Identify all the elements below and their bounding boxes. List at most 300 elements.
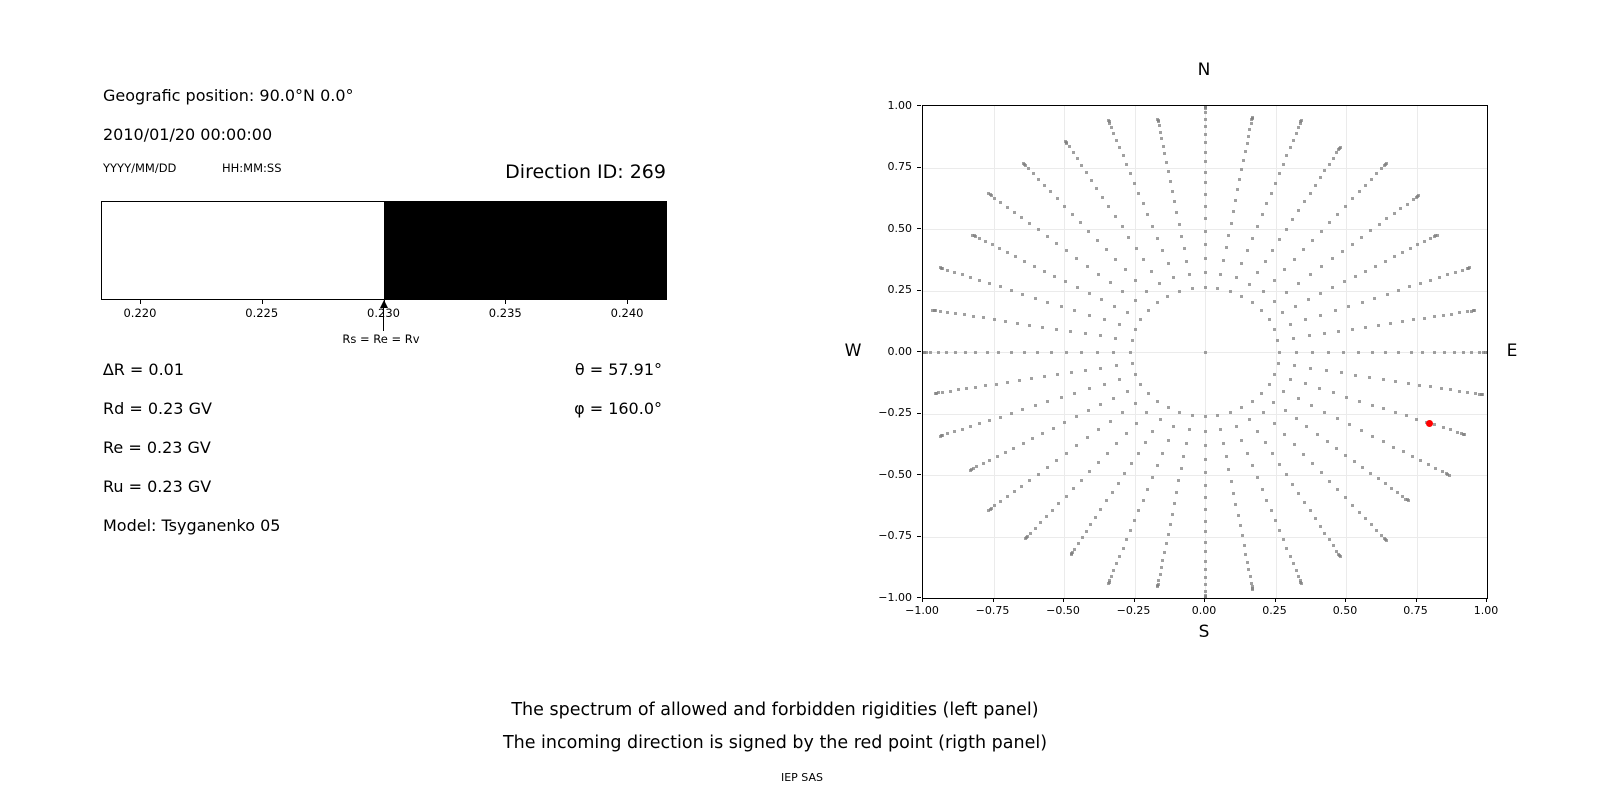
direction-dot	[1090, 179, 1093, 182]
direction-dot	[1028, 479, 1031, 482]
direction-dot	[1351, 197, 1354, 200]
direction-dot	[1103, 318, 1106, 321]
direction-dot	[1020, 485, 1023, 488]
direction-dot	[1383, 537, 1386, 540]
direction-dot	[1204, 568, 1207, 571]
direction-dot	[1343, 280, 1346, 283]
direction-dot	[1096, 239, 1099, 242]
direction-dot	[1386, 293, 1389, 296]
direction-dot	[1282, 163, 1285, 166]
direction-dot	[1023, 260, 1026, 263]
spectrum-axis-tick-label: 0.240	[610, 306, 644, 320]
direction-dot	[1251, 400, 1254, 403]
direction-dot	[1112, 397, 1115, 400]
direction-dot	[1278, 172, 1281, 175]
direction-dot	[1037, 228, 1040, 231]
direction-dot	[1328, 538, 1331, 541]
direction-dot	[972, 467, 975, 470]
direction-dot	[982, 316, 985, 319]
direction-dot	[1370, 523, 1373, 526]
direction-dot	[1125, 432, 1128, 435]
direction-dot	[941, 391, 944, 394]
direction-dot	[1158, 124, 1161, 127]
direction-dot	[1345, 396, 1348, 399]
direction-dot	[1292, 562, 1295, 565]
credit-text: IEP SAS	[780, 771, 824, 784]
direction-dot	[1043, 375, 1046, 378]
direction-dot	[999, 201, 1002, 204]
direction-dot	[1133, 519, 1136, 522]
direction-dot	[1309, 273, 1312, 276]
direction-dot	[1021, 293, 1024, 296]
direction-dot	[1219, 428, 1222, 431]
direction-dot	[1204, 471, 1207, 474]
compass-north-label: N	[1197, 60, 1211, 80]
direction-dot	[1173, 502, 1176, 505]
direction-dot	[1433, 315, 1436, 318]
direction-dot	[1111, 491, 1114, 494]
direction-dot	[1309, 192, 1312, 195]
direction-dot	[954, 351, 957, 354]
direction-dot	[1358, 400, 1361, 403]
direction-dot	[1407, 382, 1410, 385]
direction-dot	[1204, 151, 1207, 154]
direction-dot	[1371, 435, 1374, 438]
direction-dot	[1405, 414, 1408, 417]
direction-dot	[1248, 418, 1251, 421]
direction-dot	[1240, 439, 1243, 442]
direction-dot	[1185, 442, 1188, 445]
direction-dot	[1326, 440, 1329, 443]
direction-dot	[965, 387, 968, 390]
direction-dot	[1466, 267, 1469, 270]
direction-dot	[1046, 400, 1049, 403]
direction-dot	[1163, 551, 1166, 554]
direction-dot	[1265, 202, 1268, 205]
direction-dot	[1127, 236, 1130, 239]
direction-dot	[1328, 163, 1331, 166]
direction-dot	[1323, 532, 1326, 535]
direction-dot	[1021, 408, 1024, 411]
direction-dot	[1237, 514, 1240, 517]
direction-dot	[1114, 215, 1117, 218]
forbidden-rigidity-band	[384, 201, 668, 300]
date-format-label: YYYY/MM/DD	[103, 161, 177, 175]
direction-dot	[1216, 414, 1219, 417]
direction-dot	[1166, 295, 1169, 298]
direction-dot	[975, 465, 978, 468]
direction-dot	[1041, 326, 1044, 329]
direction-dot	[1335, 151, 1338, 154]
y-axis-tick-label: 0.75	[887, 160, 912, 173]
direction-dot	[1378, 223, 1381, 226]
spectrum-axis-tick-label: 0.225	[245, 306, 279, 320]
direction-dot	[1225, 455, 1228, 458]
direction-dot	[1364, 326, 1367, 329]
gridline	[923, 291, 1487, 292]
direction-dot	[1087, 230, 1090, 233]
direction-dot	[1065, 249, 1068, 252]
direction-dot	[1151, 430, 1154, 433]
direction-dot	[1037, 473, 1040, 476]
spectrum-axis-tick	[627, 300, 628, 304]
direction-dot	[1006, 251, 1009, 254]
direction-dot	[1073, 392, 1076, 395]
direction-dot	[963, 313, 966, 316]
direction-dot	[978, 279, 981, 282]
spectrum-axis-tick	[384, 300, 385, 304]
y-axis-tick	[917, 167, 921, 168]
ru-text: Ru = 0.23 GV	[103, 477, 212, 496]
direction-dot	[1332, 544, 1335, 547]
direction-dot	[1250, 582, 1253, 585]
direction-dot	[1115, 139, 1118, 142]
direction-dot	[1319, 525, 1322, 528]
direction-dot	[1033, 265, 1036, 268]
direction-dot	[1121, 225, 1124, 228]
direction-dot	[1049, 190, 1052, 193]
compass-south-label: S	[1198, 622, 1210, 642]
direction-dot	[1402, 450, 1405, 453]
direction-dot	[1118, 378, 1121, 381]
direction-dot	[1036, 351, 1039, 354]
direction-dot	[1204, 205, 1207, 208]
direction-dot	[1419, 459, 1422, 462]
direction-dot	[1442, 426, 1445, 429]
direction-dot	[1256, 271, 1259, 274]
x-axis-tick-label: −1.00	[905, 604, 939, 617]
direction-dot	[1336, 417, 1339, 420]
phi-text: φ = 160.0°	[574, 399, 662, 418]
direction-dot	[1122, 547, 1125, 550]
direction-dot	[1336, 213, 1339, 216]
direction-dot	[1384, 260, 1387, 263]
y-axis-tick	[917, 351, 921, 352]
direction-dot	[1060, 305, 1063, 308]
direction-dot	[986, 351, 989, 354]
direction-dot	[1204, 141, 1207, 144]
direction-dot	[925, 351, 928, 354]
direction-dot	[1109, 281, 1112, 284]
x-axis-tick	[1275, 598, 1276, 602]
theta-text: θ = 57.91°	[574, 360, 662, 379]
direction-dot	[937, 391, 940, 394]
direction-dot	[1110, 126, 1113, 129]
direction-dot	[1369, 472, 1372, 475]
direction-dot	[1268, 318, 1271, 321]
direction-dot	[1137, 452, 1140, 455]
direction-dot	[1282, 538, 1285, 541]
direction-dot	[1204, 171, 1207, 174]
direction-dot	[1156, 301, 1159, 304]
direction-dot	[1364, 184, 1367, 187]
direction-dot	[1247, 568, 1250, 571]
rigidity-marker-label: Rs = Re = Rv	[342, 332, 420, 346]
direction-dot	[1311, 239, 1314, 242]
direction-dot	[1344, 454, 1347, 457]
direction-dot	[1248, 283, 1251, 286]
direction-dot	[1076, 157, 1079, 160]
direction-id-text: Direction ID: 269	[505, 161, 666, 183]
direction-dot	[1076, 286, 1079, 289]
direction-dot	[1278, 351, 1281, 354]
y-axis-tick-label: −0.75	[878, 529, 912, 542]
direction-dot	[1142, 258, 1145, 261]
direction-dot	[1204, 125, 1207, 128]
direction-dot	[1427, 463, 1430, 466]
direction-dot	[1072, 487, 1075, 490]
direction-dot	[1100, 298, 1103, 301]
direction-dot	[1188, 428, 1191, 431]
y-axis-tick	[917, 474, 921, 475]
x-axis-tick-label: 0.75	[1403, 604, 1428, 617]
direction-dot	[1292, 337, 1295, 340]
x-axis-tick	[1204, 598, 1205, 602]
geographic-position-text: Geografic position: 90.0°N 0.0°	[103, 86, 354, 105]
direction-dot	[1204, 458, 1207, 461]
x-axis-tick-label: 0.50	[1332, 604, 1358, 617]
compass-west-label: W	[844, 341, 862, 361]
direction-dot	[1088, 314, 1091, 317]
direction-dot	[1289, 555, 1292, 558]
direction-dot	[949, 390, 952, 393]
direction-dot	[1351, 504, 1354, 507]
direction-dot	[1274, 519, 1277, 522]
direction-dot	[1360, 236, 1363, 239]
direction-dot	[939, 310, 942, 313]
direction-dot	[1368, 376, 1371, 379]
direction-dot	[984, 384, 987, 387]
direction-dot	[1354, 374, 1357, 377]
spectrum-axis-tick	[262, 300, 263, 304]
direction-dot	[1124, 268, 1127, 271]
direction-dot	[1261, 213, 1264, 216]
direction-dot	[1289, 146, 1292, 149]
direction-dot	[1004, 320, 1007, 323]
direction-dot	[1289, 378, 1292, 381]
direction-dot	[1273, 328, 1276, 331]
direction-dot	[1158, 282, 1161, 285]
direction-dot	[982, 462, 985, 465]
direction-dot	[1309, 509, 1312, 512]
direction-dot	[1466, 391, 1469, 394]
direction-dot	[974, 386, 977, 389]
direction-dot	[1129, 351, 1132, 354]
direction-dot	[1380, 534, 1383, 537]
direction-dot	[1323, 332, 1326, 335]
direction-dot	[1374, 265, 1377, 268]
direction-dot	[946, 432, 949, 435]
direction-dot	[1087, 409, 1090, 412]
direction-dot	[1065, 452, 1068, 455]
direction-dot	[1046, 301, 1049, 304]
direction-dot	[1337, 553, 1340, 556]
direction-dot	[1112, 351, 1115, 354]
direction-dot	[1433, 235, 1436, 238]
direction-dot	[1178, 411, 1181, 414]
direction-dot	[1161, 559, 1164, 562]
direction-dot	[1474, 392, 1477, 395]
direction-dot	[1070, 371, 1073, 374]
direction-dot	[1294, 305, 1297, 308]
direction-dot	[1204, 286, 1207, 289]
direction-dot	[1055, 328, 1058, 331]
direction-dot	[1351, 328, 1354, 331]
direction-dot	[1293, 443, 1296, 446]
direction-dot	[1304, 318, 1307, 321]
direction-dot	[1278, 529, 1281, 532]
direction-dot	[1163, 152, 1166, 155]
direction-dot	[1180, 235, 1183, 238]
direction-dot	[1225, 246, 1228, 249]
direction-dot	[1236, 188, 1239, 191]
direction-dot	[1401, 320, 1404, 323]
direction-dot	[1361, 301, 1364, 304]
direction-dot	[1470, 310, 1473, 313]
direction-dot	[1334, 309, 1337, 312]
direction-dot	[1276, 339, 1279, 342]
direction-dot	[1157, 579, 1160, 582]
direction-dot	[1314, 517, 1317, 520]
direction-dot	[1375, 172, 1378, 175]
direction-dot	[1433, 423, 1436, 426]
direction-dot	[1240, 295, 1243, 298]
direction-dot	[1307, 298, 1310, 301]
direction-dot	[1096, 351, 1099, 354]
direction-dot	[1029, 532, 1032, 535]
direction-dot	[957, 388, 960, 391]
direction-dot	[1370, 178, 1373, 181]
direction-dot	[1375, 529, 1378, 532]
spectrum-axis-tick-label: 0.235	[488, 306, 522, 320]
direction-dot	[1142, 202, 1145, 205]
direction-dot	[999, 416, 1002, 419]
direction-dot	[1088, 387, 1091, 390]
direction-dot	[1264, 441, 1267, 444]
direction-dot	[1340, 371, 1343, 374]
direction-dot	[1271, 452, 1274, 455]
direction-dot	[945, 351, 948, 354]
direction-dot	[1341, 250, 1344, 253]
direction-dot	[954, 312, 957, 315]
direction-dot	[1297, 575, 1300, 578]
direction-dot	[1466, 310, 1469, 313]
direction-dot	[1251, 237, 1254, 240]
datetime-text: 2010/01/20 00:00:00	[103, 125, 273, 144]
direction-dot	[1156, 464, 1159, 467]
direction-dot	[1146, 213, 1149, 216]
direction-dot	[1080, 164, 1083, 167]
direction-dot	[1157, 120, 1160, 123]
direction-dot	[1167, 170, 1170, 173]
direction-dot	[1016, 322, 1019, 325]
direction-dot	[1173, 200, 1176, 203]
direction-dot	[1295, 569, 1298, 572]
direction-dot	[1232, 210, 1235, 213]
direction-dot	[1246, 452, 1249, 455]
direction-dot	[1204, 243, 1207, 246]
direction-dot	[1204, 576, 1207, 579]
direction-dot	[1377, 477, 1380, 480]
direction-dot	[1137, 509, 1140, 512]
direction-dot	[1063, 205, 1066, 208]
rigidity-spectrum-bar	[101, 201, 666, 300]
direction-dot	[1336, 488, 1339, 491]
direction-dot	[1204, 560, 1207, 563]
direction-dot	[1222, 259, 1225, 262]
direction-dot	[1046, 235, 1049, 238]
direction-dot	[1115, 562, 1118, 565]
direction-dot	[1126, 311, 1129, 314]
direction-dot	[1292, 139, 1295, 142]
direction-dot	[1039, 521, 1042, 524]
direction-dot	[1458, 311, 1461, 314]
direction-dot	[1462, 351, 1465, 354]
direction-dot	[1309, 367, 1312, 370]
direction-dot	[988, 459, 991, 462]
direction-dot	[1084, 369, 1087, 372]
direction-dot	[1134, 299, 1137, 302]
direction-dot	[937, 351, 940, 354]
x-axis-tick-label: −0.75	[975, 604, 1010, 617]
direction-dot	[1030, 377, 1033, 380]
direction-dot	[1438, 276, 1441, 279]
direction-dot	[1121, 290, 1124, 293]
direction-dot	[1160, 137, 1163, 140]
direction-dot	[1088, 292, 1091, 295]
direction-dot	[1094, 516, 1097, 519]
direction-dot	[1246, 249, 1249, 252]
direction-dot	[1012, 447, 1015, 450]
direction-dot	[1161, 452, 1164, 455]
x-axis-tick-label: 0.00	[1191, 604, 1217, 617]
direction-dot	[1105, 248, 1108, 251]
direction-dot	[1251, 464, 1254, 467]
direction-dot	[1412, 318, 1415, 321]
direction-dot	[1271, 249, 1274, 252]
direction-dot	[1204, 111, 1207, 114]
direction-dot	[1108, 122, 1111, 125]
direction-dot	[1297, 209, 1300, 212]
re-text: Re = 0.23 GV	[103, 438, 211, 457]
direction-dot	[1295, 351, 1298, 354]
direction-dot	[1135, 422, 1138, 425]
direction-dot	[1278, 463, 1281, 466]
direction-dot	[1478, 351, 1481, 354]
direction-dot	[1297, 492, 1300, 495]
direction-dot	[1125, 163, 1128, 166]
direction-dot	[1219, 273, 1222, 276]
direction-dot	[1072, 151, 1075, 154]
direction-dot	[1482, 351, 1485, 354]
direction-dot	[1085, 171, 1088, 174]
direction-dot	[1204, 484, 1207, 487]
y-axis-tick-label: −0.50	[878, 467, 912, 481]
direction-dot	[1382, 440, 1385, 443]
direction-dot	[1450, 313, 1453, 316]
x-axis-tick	[1486, 598, 1487, 602]
direction-dot	[1303, 501, 1306, 504]
direction-dot	[1240, 406, 1243, 409]
direction-dot	[995, 383, 998, 386]
direction-dot	[1284, 409, 1287, 412]
direction-dot	[1204, 530, 1207, 533]
direction-dot	[1291, 218, 1294, 221]
direction-dot	[1373, 297, 1376, 300]
y-axis-tick	[917, 290, 921, 291]
direction-dot	[961, 273, 964, 276]
y-axis-tick	[917, 228, 921, 229]
